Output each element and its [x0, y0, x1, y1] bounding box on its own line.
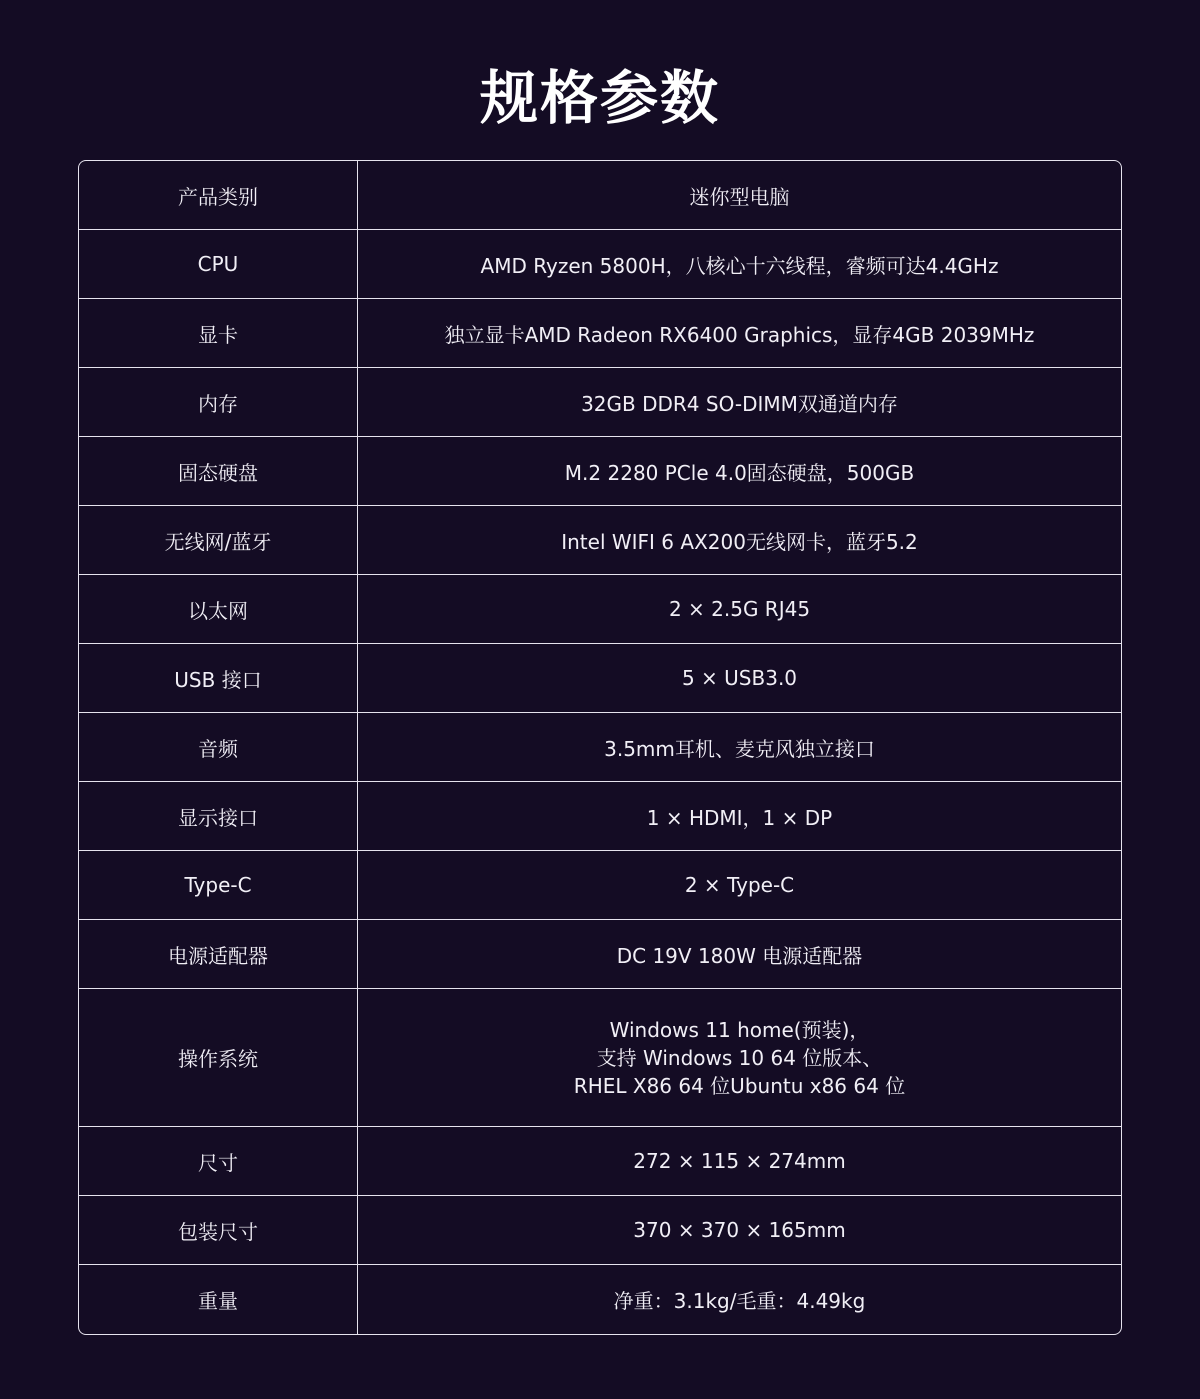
spec-value	[358, 989, 1121, 1126]
spec-value: 3.5mm耳机、麦克风独立接口	[604, 736, 875, 761]
table-row	[79, 437, 1121, 506]
spec-value-line: 支持 Windows 10 64 位版本、	[596, 1045, 883, 1070]
spec-value: 272 × 115 × 274mm	[633, 1149, 846, 1173]
spec-value: 2 × Type-C	[684, 873, 795, 897]
table-row	[79, 851, 1121, 920]
spec-label: USB 接口	[79, 644, 358, 712]
table-row	[79, 989, 1121, 1127]
spec-label: 电源适配器	[79, 920, 358, 988]
spec-value: 迷你型电脑	[689, 184, 790, 209]
spec-value: 独立显卡AMD Radeon RX6400 Graphics，显存4GB 2039MHz	[444, 322, 1035, 347]
spec-value: 5 × USB3.0	[681, 666, 798, 690]
table-row	[79, 920, 1121, 989]
spec-label: 包装尺寸	[79, 1196, 358, 1264]
spec-value-line: RHEL X86 64 位Ubuntu x86 64 位	[573, 1073, 906, 1098]
table-row	[79, 230, 1121, 299]
table-row	[79, 782, 1121, 851]
spec-value: 净重：3.1kg/毛重：4.49kg	[613, 1289, 866, 1313]
table-row	[79, 368, 1121, 437]
table-row	[79, 1265, 1121, 1334]
page-title: 规格参数	[479, 64, 720, 132]
table-row	[79, 644, 1121, 713]
spec-value: 32GB DDR4 SO-DIMM双通道内存	[581, 391, 898, 416]
spec-label: 尺寸	[79, 1127, 358, 1195]
spec-value: AMD Ryzen 5800H，八核心十六线程，睿频可达4.4GHz	[480, 253, 999, 278]
table-row	[79, 713, 1121, 782]
spec-label: 无线网/蓝牙	[79, 506, 358, 574]
table-row	[79, 1196, 1121, 1265]
spec-label: 音频	[79, 713, 358, 781]
spec-label: Type-C	[79, 851, 358, 919]
spec-label: 以太网	[79, 575, 358, 643]
spec-value: 1 × HDMI，1 × DP	[646, 805, 833, 830]
table-row	[79, 299, 1121, 368]
spec-label: 重量	[79, 1265, 358, 1334]
table-row	[79, 1127, 1121, 1196]
table-row	[79, 575, 1121, 644]
spec-label: 显卡	[79, 299, 358, 367]
table-row	[79, 506, 1121, 575]
spec-value: M.2 2280 PCle 4.0固态硬盘，500GB	[564, 460, 915, 485]
spec-value-line: Windows 11 home(预装)，	[609, 1017, 870, 1042]
spec-label: 显示接口	[79, 782, 358, 850]
table-row	[79, 161, 1121, 230]
spec-label: CPU	[79, 230, 358, 298]
spec-value: 2 × 2.5G RJ45	[668, 597, 811, 621]
spec-label: 固态硬盘	[79, 437, 358, 505]
spec-label: 内存	[79, 368, 358, 436]
spec-table	[78, 160, 1122, 1335]
spec-value: Intel WIFI 6 AX200无线网卡，蓝牙5.2	[561, 529, 918, 554]
spec-value: 370 × 370 × 165mm	[633, 1218, 846, 1242]
spec-value: DC 19V 180W 电源适配器	[616, 943, 863, 968]
spec-label: 操作系统	[79, 989, 358, 1126]
spec-label: 产品类别	[79, 161, 358, 229]
